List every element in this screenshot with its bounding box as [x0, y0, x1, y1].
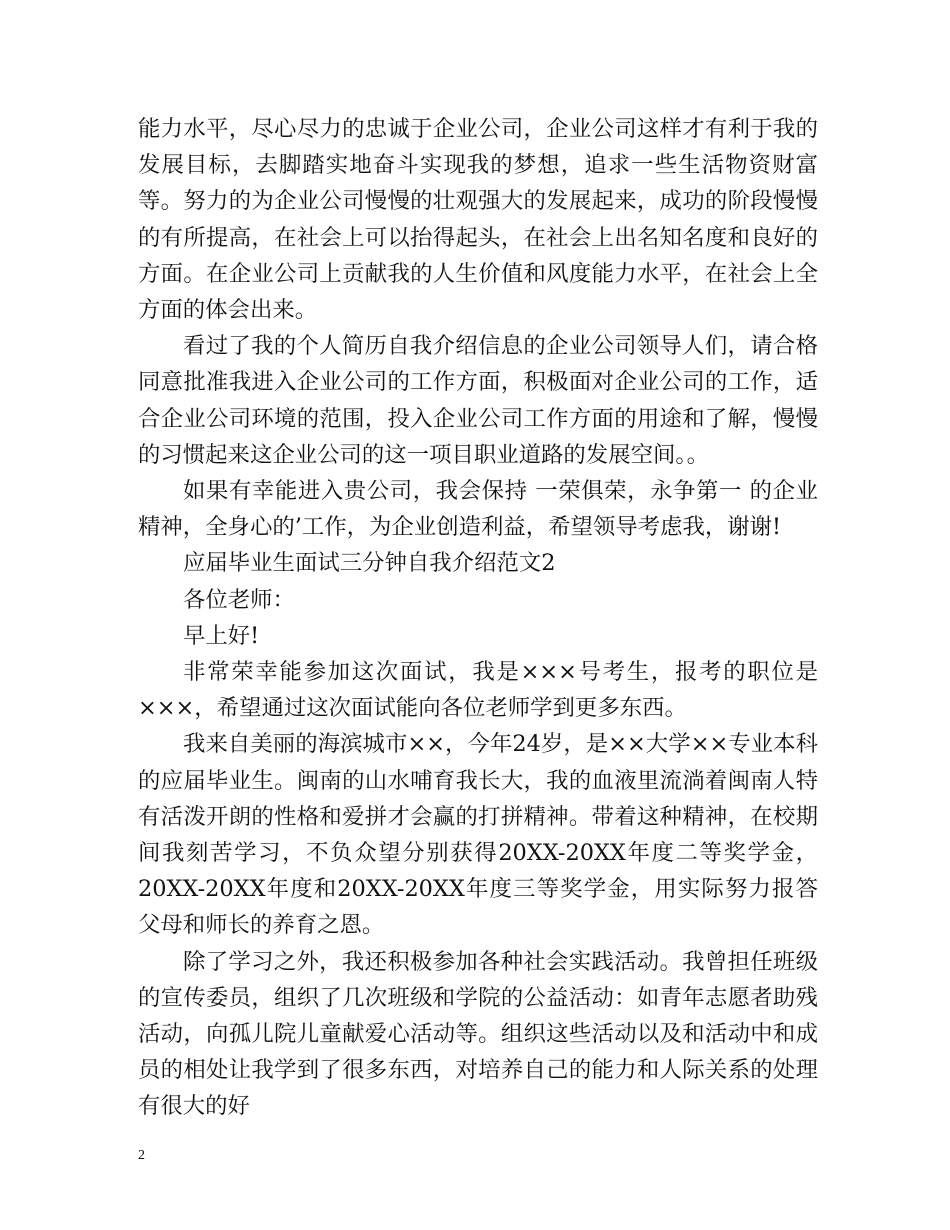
section-heading: 应届毕业生面试三分钟自我介绍范文2 [183, 550, 556, 577]
salutation: 各位老师： [183, 586, 295, 613]
paragraph: 我来自美丽的海滨城市××，今年24岁，是××大学××专业本科的应届毕业生。闽南的山水哺育我长大，我的血液里流淌着闽南人特有活泼开朗的性格和爱拼才会赢的打拼精神。带着这种精神，在校期间我刻苦学习，不负众望分别获得20XX-20XX年度二等奖学金，20XX-20XX年度和20XX-20XX年度三等奖学金，用实际努力报答父母和师长的养育之恩。 [138, 731, 818, 939]
paragraph: 能力水平，尽心尽力的忠诚于企业公司，企业公司这样才有利于我的发展目标，去脚踏实地奋斗实现我的梦想，追求一些生活物资财富等。努力的为企业公司慢慢的壮观强大的发展起来，成功的阶段慢慢的有所提高，在社会上可以抬得起头，在社会上出名知名度和良好的方面。在企业公司上贡献我的人生价值和风度能力水平，在社会上全方面的体会出来。 [138, 116, 818, 324]
paragraph: 非常荣幸能参加这次面试，我是×××号考生，报考的职位是×××，希望通过这次面试能向各位老师学到更多东西。 [138, 659, 818, 722]
body-text [138, 111, 818, 1125]
greeting: 早上好! [183, 622, 260, 649]
paragraph: 如果有幸能进入贵公司，我会保持 一荣俱荣，永争第一 的企业精神，全身心的’工作，为企业创造利益，希望领导考虑我，谢谢! [138, 478, 818, 541]
page-number: 2 [138, 1148, 145, 1163]
paragraph: 看过了我的个人简历自我介绍信息的企业公司领导人们，请合格同意批准我进入企业公司的工作方面，积极面对企业公司的工作，适合企业公司环境的范围，投入企业公司工作方面的用途和了解，慢慢的习惯起来这企业公司的这一项目职业道路的发展空间。。 [138, 333, 818, 468]
paragraph: 除了学习之外，我还积极参加各种社会实践活动。我曾担任班级的宣传委员，组织了几次班级和学院的公益活动：如青年志愿者助残活动，向孤儿院儿童献爱心活动等。组织这些活动以及和活动中和成员的相处让我学到了很多东西，对培养自己的能力和人际关系的处理有很大的好 [138, 948, 818, 1120]
